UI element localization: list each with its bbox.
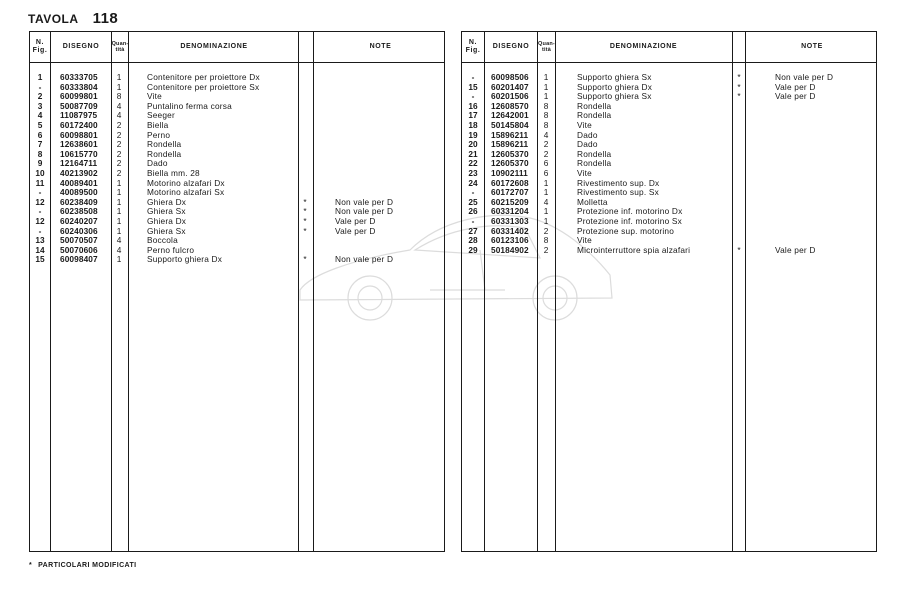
code-cell: 60333705 xyxy=(60,72,98,82)
fig-cell: - xyxy=(38,187,42,198)
qty-cell: 1 xyxy=(543,177,549,188)
parts-table-left xyxy=(29,31,445,552)
footer-mark: * xyxy=(29,562,33,569)
fig-cell: 12 xyxy=(35,215,45,226)
qty-cell: 1 xyxy=(116,225,122,236)
fig-cell: 19 xyxy=(468,129,478,140)
qty-cell: 1 xyxy=(116,196,122,207)
name-cell: Ghiera Sx xyxy=(147,206,186,217)
fig-cell: 17 xyxy=(468,110,478,121)
fig-cell: 15 xyxy=(468,81,478,92)
qty-cell: 2 xyxy=(543,139,549,150)
qty-cell: 1 xyxy=(543,72,549,82)
name-cell: Protezione sup. motorino xyxy=(577,225,675,236)
code-cell: 12164711 xyxy=(60,158,98,169)
name-cell: Biella mm. 28 xyxy=(147,167,200,178)
name-cell: Boccola xyxy=(147,235,178,246)
code-cell: 60238508 xyxy=(60,206,98,217)
qty-cell: 1 xyxy=(543,187,549,198)
modified-mark: * xyxy=(303,196,307,207)
note-cell: Non vale per D xyxy=(775,72,834,82)
fig-cell: 13 xyxy=(35,235,45,246)
qty-cell: 8 xyxy=(543,235,549,246)
fig-cell: - xyxy=(38,225,42,236)
name-cell: Supporto ghiera Dx xyxy=(147,254,223,265)
fig-cell: - xyxy=(471,91,475,102)
qty-cell: 4 xyxy=(116,235,122,246)
table-row xyxy=(30,255,444,265)
fig-cell: - xyxy=(471,187,475,198)
fig-cell: 12 xyxy=(35,196,45,207)
code-cell: 50184902 xyxy=(491,244,529,255)
note-cell: Vale per D xyxy=(775,81,816,92)
name-cell: Vite xyxy=(147,91,162,102)
code-cell: 15896211 xyxy=(491,139,529,150)
code-cell: 60123106 xyxy=(491,235,529,246)
header-note: NOTE xyxy=(369,43,392,50)
name-cell: Protezione inf. motorino Dx xyxy=(577,206,683,217)
name-cell: Rondella xyxy=(147,148,182,159)
code-cell: 60201506 xyxy=(491,91,529,102)
name-cell: Supporto ghiera Dx xyxy=(577,81,653,92)
table-body xyxy=(462,73,876,255)
code-cell: 60333804 xyxy=(60,81,98,92)
code-cell: 40213902 xyxy=(60,167,98,178)
name-cell: Protezione inf. motorino Sx xyxy=(577,215,683,226)
code-cell: 50087709 xyxy=(60,100,98,111)
fig-cell: 7 xyxy=(37,139,43,150)
code-cell: 50070507 xyxy=(60,235,98,246)
name-cell: Dado xyxy=(577,129,598,140)
qty-cell: 1 xyxy=(116,81,122,92)
name-cell: Ghiera Sx xyxy=(147,225,186,236)
fig-cell: 29 xyxy=(468,244,478,255)
code-cell: 60201407 xyxy=(491,81,529,92)
fig-cell: 15 xyxy=(35,254,45,265)
qty-cell: 2 xyxy=(543,244,549,255)
name-cell: Molletta xyxy=(577,196,608,207)
qty-cell: 6 xyxy=(543,167,549,178)
name-cell: Rivestimento sup. Sx xyxy=(577,187,659,198)
fig-cell: 22 xyxy=(468,158,478,169)
fig-cell: 11 xyxy=(35,177,45,188)
code-cell: 60172707 xyxy=(491,187,529,198)
code-cell: 60215209 xyxy=(491,196,529,207)
modified-mark: * xyxy=(737,244,741,255)
fig-cell: 23 xyxy=(468,167,478,178)
qty-cell: 2 xyxy=(543,225,549,236)
qty-cell: 4 xyxy=(116,110,122,121)
code-cell: 12642001 xyxy=(491,110,529,121)
fig-cell: 24 xyxy=(468,177,478,188)
code-cell: 60240306 xyxy=(60,225,98,236)
name-cell: Dado xyxy=(577,139,598,150)
note-cell: Non vale per D xyxy=(335,206,394,217)
code-cell: 60331402 xyxy=(491,225,529,236)
table-row xyxy=(462,246,876,256)
code-cell: 10615770 xyxy=(60,148,98,159)
header-denominazione: DENOMINAZIONE xyxy=(609,43,678,50)
code-cell: 12605370 xyxy=(491,148,529,159)
qty-cell: 2 xyxy=(116,119,122,130)
qty-cell: 4 xyxy=(116,244,122,255)
qty-cell: 8 xyxy=(116,91,122,102)
qty-cell: 2 xyxy=(116,148,122,159)
fig-cell: 14 xyxy=(35,244,45,255)
qty-cell: 4 xyxy=(543,196,549,207)
fig-cell: 26 xyxy=(468,206,478,217)
fig-cell: 8 xyxy=(37,148,43,159)
footer-legend xyxy=(29,562,137,569)
qty-cell: 1 xyxy=(116,254,122,265)
title-number: 118 xyxy=(92,10,119,27)
title-label: TAVOLA xyxy=(28,12,79,26)
code-cell: 40089401 xyxy=(60,177,98,188)
fig-cell: 21 xyxy=(468,148,478,159)
name-cell: Vite xyxy=(577,167,592,178)
header-fig: N. Fig. xyxy=(32,39,48,54)
name-cell: Rondella xyxy=(577,158,612,169)
header-quantita: Quan- tità xyxy=(538,41,555,53)
code-cell: 10902111 xyxy=(491,167,528,178)
name-cell: Biella xyxy=(147,119,169,130)
name-cell: Supporto ghiera Sx xyxy=(577,91,652,102)
footer-text: PARTICOLARI MODIFICATI xyxy=(38,562,137,569)
note-cell: Non vale per D xyxy=(335,196,394,207)
code-cell: 60238409 xyxy=(60,196,98,207)
name-cell: Motorino alzafari Sx xyxy=(147,187,225,198)
fig-cell: 20 xyxy=(468,139,478,150)
fig-cell: 5 xyxy=(37,119,43,130)
modified-mark: * xyxy=(737,91,741,102)
header-disegno: DISEGNO xyxy=(62,43,100,50)
qty-cell: 6 xyxy=(543,158,549,169)
qty-cell: 1 xyxy=(543,91,549,102)
code-cell: 50145804 xyxy=(491,119,529,130)
modified-mark: * xyxy=(737,72,741,82)
name-cell: Ghiera Dx xyxy=(147,196,187,207)
name-cell: Motorino alzafari Dx xyxy=(147,177,225,188)
name-cell: Seeger xyxy=(147,110,175,121)
code-cell: 60172400 xyxy=(60,119,98,130)
modified-mark: * xyxy=(303,206,307,217)
qty-cell: 1 xyxy=(116,215,122,226)
code-cell: 12605370 xyxy=(491,158,529,169)
name-cell: Rivestimento sup. Dx xyxy=(577,177,660,188)
name-cell: Dado xyxy=(147,158,168,169)
fig-cell: 28 xyxy=(468,235,478,246)
name-cell: Rondella xyxy=(577,110,612,121)
code-cell: 60098506 xyxy=(491,72,529,82)
qty-cell: 8 xyxy=(543,110,549,121)
modified-mark: * xyxy=(303,254,307,265)
qty-cell: 2 xyxy=(116,167,122,178)
code-cell: 40089500 xyxy=(60,187,98,198)
modified-mark: * xyxy=(737,81,741,92)
note-cell: Non vale per D xyxy=(335,254,394,265)
code-cell: 60098801 xyxy=(60,129,98,140)
fig-cell: - xyxy=(38,81,42,92)
table-body xyxy=(30,73,444,265)
code-cell: 12608570 xyxy=(491,100,529,111)
fig-cell: 4 xyxy=(37,110,43,121)
fig-cell: 6 xyxy=(37,129,43,140)
fig-cell: - xyxy=(471,72,475,82)
name-cell: Rondella xyxy=(577,100,612,111)
table-header xyxy=(30,32,444,63)
name-cell: Supporto ghiera Sx xyxy=(577,72,652,82)
fig-cell: 25 xyxy=(468,196,478,207)
header-disegno: DISEGNO xyxy=(492,43,530,50)
qty-cell: 2 xyxy=(116,158,122,169)
qty-cell: 2 xyxy=(543,148,549,159)
code-cell: 12638601 xyxy=(60,139,98,150)
fig-cell: - xyxy=(38,206,42,217)
header-denominazione: DENOMINAZIONE xyxy=(180,43,248,50)
qty-cell: 4 xyxy=(543,129,549,140)
qty-cell: 2 xyxy=(116,139,122,150)
code-cell: 60172608 xyxy=(491,177,529,188)
qty-cell: 4 xyxy=(116,100,122,111)
name-cell: Vite xyxy=(577,235,592,246)
code-cell: 60240207 xyxy=(60,215,98,226)
qty-cell: 1 xyxy=(543,81,549,92)
qty-cell: 1 xyxy=(116,72,122,82)
modified-mark: * xyxy=(303,225,307,236)
fig-cell: 27 xyxy=(468,225,478,236)
qty-cell: 1 xyxy=(116,206,122,217)
fig-cell: 1 xyxy=(37,72,43,82)
qty-cell: 1 xyxy=(116,187,122,198)
modified-mark: * xyxy=(303,215,307,226)
qty-cell: 1 xyxy=(543,206,549,217)
fig-cell: 2 xyxy=(37,91,43,102)
name-cell: Rondella xyxy=(147,139,182,150)
parts-table-right xyxy=(461,31,877,552)
fig-cell: 9 xyxy=(37,158,43,169)
table-header xyxy=(462,32,876,63)
note-cell: Vale per D xyxy=(335,225,376,236)
qty-cell: 2 xyxy=(116,129,122,140)
code-cell: 60331303 xyxy=(491,215,529,226)
code-cell: 60099801 xyxy=(60,91,98,102)
name-cell: Microinterruttore spia alzafari xyxy=(577,244,691,255)
header-quantita: Quan- tità xyxy=(111,41,129,53)
note-cell: Vale per D xyxy=(335,215,376,226)
name-cell: Contenitore per proiettore Sx xyxy=(147,81,260,92)
qty-cell: 1 xyxy=(116,177,122,188)
qty-cell: 8 xyxy=(543,119,549,130)
fig-cell: 18 xyxy=(468,119,478,130)
code-cell: 50070606 xyxy=(60,244,98,255)
header-fig: N. Fig. xyxy=(465,39,481,54)
note-cell: Vale per D xyxy=(775,91,816,102)
name-cell: Perno xyxy=(147,129,171,140)
name-cell: Puntalino ferma corsa xyxy=(147,100,232,111)
code-cell: 15896211 xyxy=(491,129,529,140)
note-cell: Vale per D xyxy=(775,244,816,255)
qty-cell: 8 xyxy=(543,100,549,111)
name-cell: Vite xyxy=(577,119,592,130)
code-cell: 11087975 xyxy=(60,110,98,121)
fig-cell: 16 xyxy=(468,100,478,111)
name-cell: Ghiera Dx xyxy=(147,215,187,226)
name-cell: Contenitore per proiettore Dx xyxy=(147,72,260,82)
header-note: NOTE xyxy=(801,43,823,50)
name-cell: Rondella xyxy=(577,148,612,159)
name-cell: Perno fulcro xyxy=(147,244,195,255)
page-title xyxy=(28,10,118,27)
fig-cell: - xyxy=(471,215,475,226)
qty-cell: 1 xyxy=(543,215,549,226)
code-cell: 60331204 xyxy=(491,206,529,217)
fig-cell: 3 xyxy=(37,100,43,111)
fig-cell: 10 xyxy=(35,167,45,178)
code-cell: 60098407 xyxy=(60,254,98,265)
